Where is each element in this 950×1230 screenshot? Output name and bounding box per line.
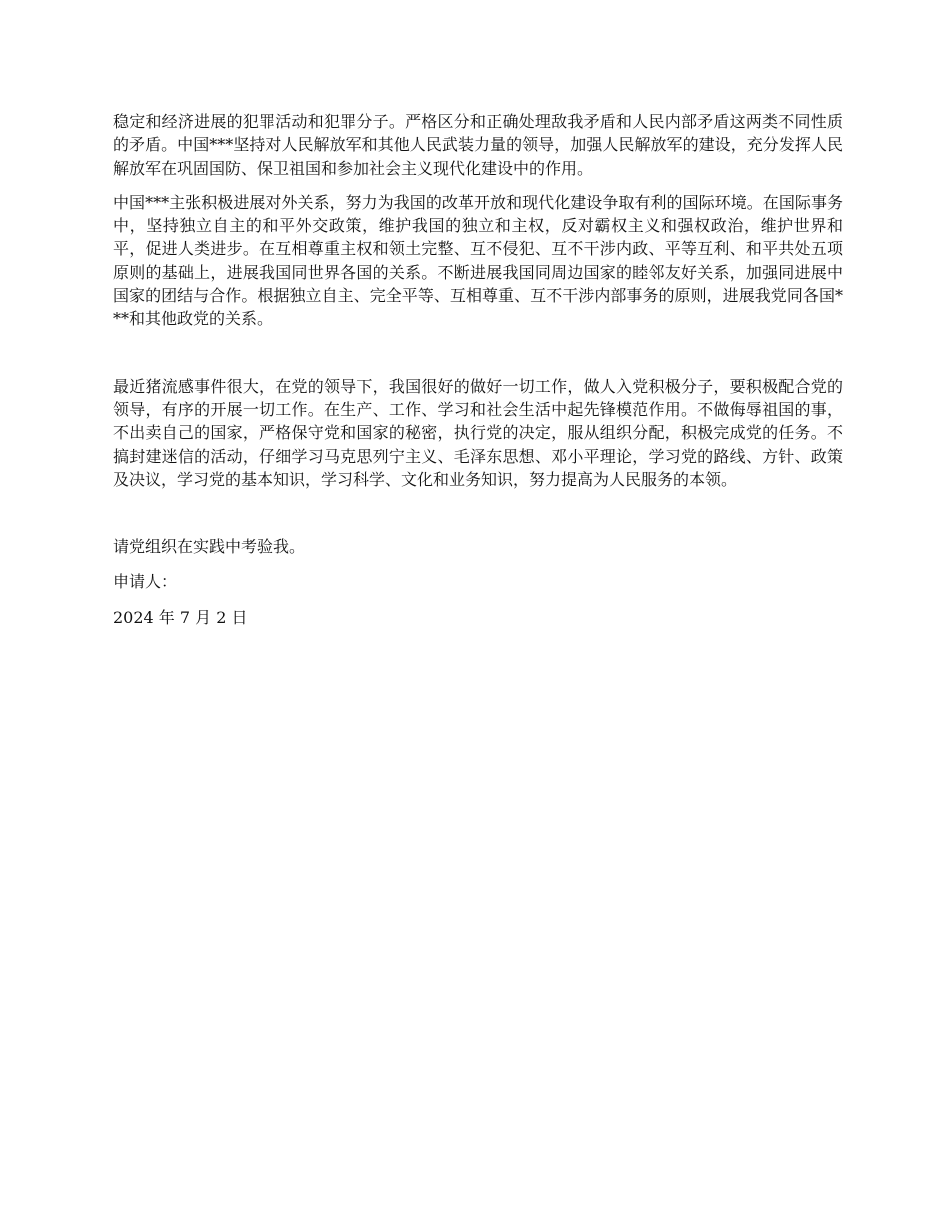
paragraph-foreign-relations: 中国***主张积极进展对外关系，努力为我国的改革开放和现代化建设争取有利的国际环境。在国际事务中，坚持独立自主的和平外交政策，维护我国的独立和主权，反对霸权主义和强权政治，维护世界和平，促进人类进步。在互相尊重主权和领土完整、互不侵犯、互不干涉内政、平等互利、和平共处五项原则的基础上，进展我国同世界各国的关系。不断进展我国同周边国家的睦邻友好关系，加强同进展中国家的团结与合作。根据独立自主、完全平等、互相尊重、互不干涉内部事务的原则，进展我党同各国***和其他政党的关系。 bbox=[113, 192, 843, 329]
closing-request: 请党组织在实践中考验我。 bbox=[113, 537, 306, 557]
paragraph-spacer bbox=[113, 558, 843, 570]
paragraph-spacer bbox=[113, 594, 843, 606]
paragraph-spacer bbox=[113, 491, 843, 535]
paragraph-spacer bbox=[113, 331, 843, 375]
document-page bbox=[113, 110, 843, 629]
applicant-signature-line: 申请人： bbox=[113, 572, 178, 592]
document-date: 2024 年 7 月 2 日 bbox=[113, 607, 248, 627]
paragraph-spacer bbox=[113, 180, 843, 191]
paragraph-personal-commitment: 最近猪流感事件很大，在党的领导下，我国很好的做好一切工作，做人入党积极分子，要积极配合党的领导，有序的开展一切工作。在生产、工作、学习和社会生活中起先锋模范作用。不做侮辱祖国的事，不出卖自己的国家，严格保守党和国家的秘密，执行党的决定，服从组织分配，积极完成党的任务。不搞封建迷信的活动，仔细学习马克思列宁主义、毛泽东思想、邓小平理论，学习党的路线、方针、政策及决议，学习党的基本知识，学习科学、文化和业务知识，努力提高为人民服务的本领。 bbox=[113, 376, 843, 489]
paragraph-party-military: 稳定和经济进展的犯罪活动和犯罪分子。严格区分和正确处理敌我矛盾和人民内部矛盾这两类不同性质的矛盾。中国***坚持对人民解放军和其他人民武装力量的领导，加强人民解放军的建设，充分发挥人民解放军在巩固国防、保卫祖国和参加社会主义现代化建设中的作用。 bbox=[113, 112, 843, 178]
